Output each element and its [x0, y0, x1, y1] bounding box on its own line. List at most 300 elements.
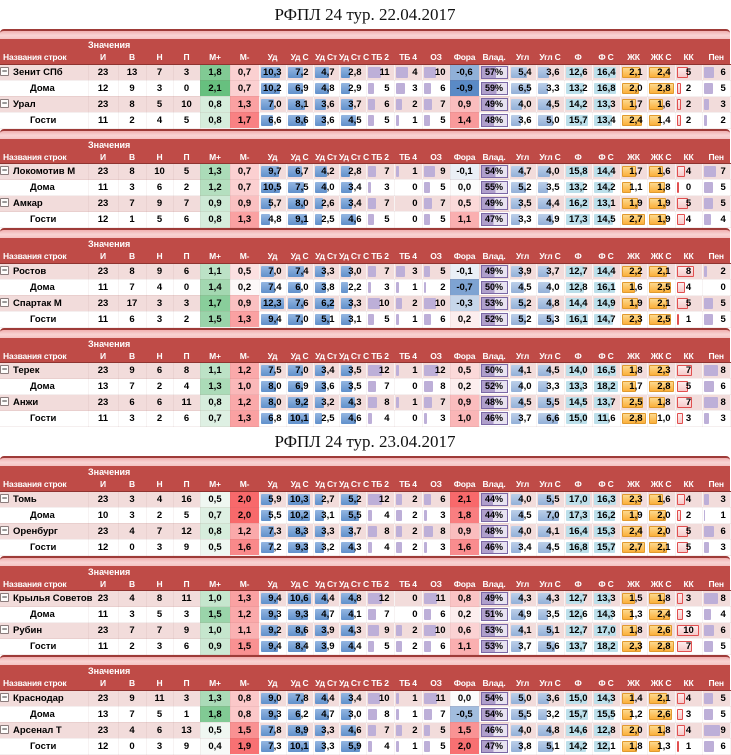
cell-ud[interactable]: [259, 491, 286, 507]
cell-fora[interactable]: 1,1: [450, 212, 479, 228]
cell-oz[interactable]: [422, 639, 450, 655]
cell-i[interactable]: 23: [88, 491, 118, 507]
cell-kk[interactable]: [675, 112, 702, 128]
cell-ugl_s[interactable]: [536, 722, 564, 738]
cell-pen[interactable]: [702, 379, 730, 395]
cell-pen[interactable]: [702, 196, 730, 212]
cell-ud_st_s[interactable]: [339, 379, 366, 395]
cell-ud_st_s[interactable]: [339, 639, 366, 655]
cell-f_s[interactable]: [592, 212, 620, 228]
cell-kk[interactable]: [675, 311, 702, 327]
cell-zhk[interactable]: [620, 263, 647, 279]
cell-ud_s[interactable]: [286, 395, 313, 411]
cell-ud_st[interactable]: [313, 411, 339, 427]
team-name-cell[interactable]: [0, 690, 88, 706]
cell-ud_st[interactable]: [313, 539, 339, 555]
collapse-button[interactable]: −: [1, 396, 8, 406]
cell-p[interactable]: 5: [173, 507, 200, 523]
cell-ugl[interactable]: [509, 395, 536, 411]
cell-ugl[interactable]: [509, 263, 536, 279]
cell-i[interactable]: 13: [88, 379, 118, 395]
cell-vlad[interactable]: [479, 295, 509, 311]
cell-kk[interactable]: [675, 164, 702, 180]
cell-tb4[interactable]: [394, 395, 422, 411]
cell-vlad[interactable]: [479, 96, 509, 112]
cell-f[interactable]: [564, 379, 592, 395]
cell-ud_st_s[interactable]: [339, 164, 366, 180]
collapse-button[interactable]: −: [1, 364, 8, 374]
cell-i[interactable]: 11: [88, 639, 118, 655]
cell-i[interactable]: 11: [88, 311, 118, 327]
cell-kk[interactable]: [675, 411, 702, 427]
cell-ugl_s[interactable]: [536, 411, 564, 427]
row-label-cell[interactable]: [0, 411, 88, 427]
cell-ud[interactable]: [259, 80, 286, 96]
cell-vlad[interactable]: [479, 263, 509, 279]
cell-ud[interactable]: [259, 96, 286, 112]
cell-kk[interactable]: [675, 491, 702, 507]
cell-ud[interactable]: [259, 591, 286, 607]
cell-ugl_s[interactable]: [536, 112, 564, 128]
cell-kk[interactable]: [675, 507, 702, 523]
cell-ud_s[interactable]: [286, 411, 313, 427]
cell-ugl[interactable]: [509, 279, 536, 295]
cell-f_s[interactable]: [592, 491, 620, 507]
row-label-cell[interactable]: [0, 112, 88, 128]
cell-pen[interactable]: [702, 706, 730, 722]
cell-ud_st_s[interactable]: [339, 64, 366, 80]
row-label-cell[interactable]: [0, 80, 88, 96]
cell-kk[interactable]: [675, 279, 702, 295]
cell-zhk[interactable]: [620, 639, 647, 655]
cell-tb4[interactable]: [394, 295, 422, 311]
cell-n[interactable]: 6: [146, 395, 173, 411]
cell-pen[interactable]: [702, 623, 730, 639]
cell-p[interactable]: 6: [173, 411, 200, 427]
cell-f[interactable]: [564, 180, 592, 196]
cell-m_minus[interactable]: 1,0: [230, 379, 259, 395]
cell-f[interactable]: [564, 507, 592, 523]
cell-ud_s[interactable]: [286, 379, 313, 395]
cell-tb4[interactable]: [394, 690, 422, 706]
cell-ud_s[interactable]: [286, 80, 313, 96]
cell-m_plus[interactable]: 2,1: [200, 80, 230, 96]
cell-m_minus[interactable]: 0,7: [230, 64, 259, 80]
cell-ud_s[interactable]: [286, 623, 313, 639]
cell-ugl_s[interactable]: [536, 623, 564, 639]
collapse-button[interactable]: −: [1, 264, 8, 275]
cell-ud[interactable]: [259, 164, 286, 180]
cell-tb4[interactable]: [394, 706, 422, 722]
cell-kk[interactable]: [675, 64, 702, 80]
cell-i[interactable]: 23: [88, 96, 118, 112]
cell-v[interactable]: 8: [118, 96, 146, 112]
cell-tb4[interactable]: [394, 738, 422, 754]
cell-tb2[interactable]: [366, 706, 394, 722]
cell-v[interactable]: 17: [118, 295, 146, 311]
cell-ud[interactable]: [259, 639, 286, 655]
cell-vlad[interactable]: [479, 539, 509, 555]
cell-tb4[interactable]: [394, 263, 422, 279]
row-label-cell[interactable]: [0, 607, 88, 623]
cell-ud[interactable]: [259, 64, 286, 80]
cell-m_plus[interactable]: 1,4: [200, 279, 230, 295]
cell-oz[interactable]: [422, 623, 450, 639]
cell-kk[interactable]: [675, 379, 702, 395]
cell-kk[interactable]: [675, 722, 702, 738]
cell-tb4[interactable]: [394, 363, 422, 379]
cell-p[interactable]: 6: [173, 639, 200, 655]
cell-tb2[interactable]: [366, 295, 394, 311]
cell-ugl_s[interactable]: [536, 539, 564, 555]
cell-ugl_s[interactable]: [536, 164, 564, 180]
cell-m_minus[interactable]: 1,9: [230, 738, 259, 754]
cell-p[interactable]: 5: [173, 164, 200, 180]
cell-kk[interactable]: [675, 196, 702, 212]
cell-ugl[interactable]: [509, 212, 536, 228]
cell-zhk_s[interactable]: [647, 539, 675, 555]
cell-ud_s[interactable]: [286, 591, 313, 607]
cell-v[interactable]: 4: [118, 523, 146, 539]
cell-zhk_s[interactable]: [647, 639, 675, 655]
cell-pen[interactable]: [702, 180, 730, 196]
row-label-cell[interactable]: [0, 639, 88, 655]
cell-m_plus[interactable]: 0,4: [200, 738, 230, 754]
cell-kk[interactable]: [675, 591, 702, 607]
cell-p[interactable]: 1: [173, 706, 200, 722]
cell-tb2[interactable]: [366, 539, 394, 555]
cell-p[interactable]: 16: [173, 491, 200, 507]
cell-m_minus[interactable]: 1,2: [230, 363, 259, 379]
cell-m_minus[interactable]: 0,7: [230, 80, 259, 96]
cell-zhk_s[interactable]: [647, 507, 675, 523]
cell-ud_st[interactable]: [313, 279, 339, 295]
row-label-cell[interactable]: [0, 180, 88, 196]
cell-f[interactable]: [564, 411, 592, 427]
cell-v[interactable]: 6: [118, 311, 146, 327]
cell-kk[interactable]: [675, 607, 702, 623]
team-name-cell[interactable]: [0, 722, 88, 738]
cell-oz[interactable]: [422, 738, 450, 754]
cell-m_minus[interactable]: 0,5: [230, 263, 259, 279]
cell-p[interactable]: 7: [173, 196, 200, 212]
cell-zhk_s[interactable]: [647, 180, 675, 196]
cell-vlad[interactable]: [479, 722, 509, 738]
cell-f[interactable]: [564, 311, 592, 327]
cell-zhk_s[interactable]: [647, 591, 675, 607]
collapse-button[interactable]: −: [1, 691, 8, 702]
team-name-cell[interactable]: [0, 591, 93, 607]
cell-f[interactable]: [564, 539, 592, 555]
cell-f_s[interactable]: [592, 690, 620, 706]
cell-zhk_s[interactable]: [647, 164, 675, 180]
cell-ud[interactable]: [259, 523, 286, 539]
cell-ud[interactable]: [259, 411, 286, 427]
cell-f_s[interactable]: [592, 395, 620, 411]
row-label-cell[interactable]: [0, 379, 88, 395]
cell-n[interactable]: 2: [146, 411, 173, 427]
cell-m_minus[interactable]: 1,5: [230, 639, 259, 655]
cell-fora[interactable]: -0,1: [450, 263, 479, 279]
cell-f_s[interactable]: [592, 279, 620, 295]
cell-ud_st_s[interactable]: [339, 196, 366, 212]
cell-n[interactable]: 8: [146, 591, 173, 607]
cell-f_s[interactable]: [592, 607, 620, 623]
cell-ud_st_s[interactable]: [339, 395, 366, 411]
cell-ud_st[interactable]: [313, 112, 339, 128]
cell-tb2[interactable]: [366, 639, 394, 655]
cell-ud_s[interactable]: [286, 507, 313, 523]
cell-i[interactable]: 12: [88, 539, 118, 555]
cell-ud[interactable]: [259, 196, 286, 212]
cell-p[interactable]: 3: [173, 64, 200, 80]
cell-oz[interactable]: [422, 507, 450, 523]
cell-ud_s[interactable]: [286, 311, 313, 327]
cell-n[interactable]: 9: [146, 196, 173, 212]
cell-pen[interactable]: [702, 507, 730, 523]
cell-zhk_s[interactable]: [647, 738, 675, 754]
cell-ugl_s[interactable]: [536, 311, 564, 327]
cell-ud[interactable]: [259, 395, 286, 411]
cell-n[interactable]: 3: [146, 311, 173, 327]
cell-ugl_s[interactable]: [536, 607, 564, 623]
cell-zhk[interactable]: [620, 180, 647, 196]
team-name-cell[interactable]: [0, 491, 88, 507]
cell-zhk[interactable]: [620, 311, 647, 327]
cell-ud[interactable]: [259, 507, 286, 523]
cell-oz[interactable]: [422, 706, 450, 722]
cell-i[interactable]: 23: [88, 196, 118, 212]
cell-pen[interactable]: [702, 263, 730, 279]
cell-i[interactable]: 11: [88, 411, 118, 427]
cell-ud_st_s[interactable]: [339, 623, 366, 639]
cell-ud_st_s[interactable]: [339, 311, 366, 327]
cell-ugl[interactable]: [509, 690, 536, 706]
cell-v[interactable]: 7: [118, 196, 146, 212]
cell-i[interactable]: 23: [88, 363, 118, 379]
cell-m_minus[interactable]: 1,7: [230, 112, 259, 128]
cell-pen[interactable]: [702, 607, 730, 623]
cell-zhk_s[interactable]: [647, 212, 675, 228]
cell-zhk[interactable]: [620, 279, 647, 295]
cell-ugl_s[interactable]: [536, 80, 564, 96]
cell-n[interactable]: 3: [146, 738, 173, 754]
cell-f_s[interactable]: [592, 706, 620, 722]
cell-n[interactable]: 5: [146, 607, 173, 623]
cell-ud_st_s[interactable]: [339, 263, 366, 279]
cell-m_plus[interactable]: 0,5: [200, 491, 230, 507]
cell-fora[interactable]: 2,0: [450, 738, 479, 754]
cell-zhk_s[interactable]: [647, 279, 675, 295]
cell-m_minus[interactable]: 1,2: [230, 607, 259, 623]
cell-ud[interactable]: [259, 295, 286, 311]
cell-f_s[interactable]: [592, 311, 620, 327]
cell-fora[interactable]: -0,5: [450, 706, 479, 722]
cell-i[interactable]: 13: [88, 706, 118, 722]
cell-ugl_s[interactable]: [536, 491, 564, 507]
cell-i[interactable]: 23: [88, 591, 118, 607]
cell-m_plus[interactable]: 1,8: [200, 706, 230, 722]
cell-m_minus[interactable]: 1,5: [230, 722, 259, 738]
cell-p[interactable]: 6: [173, 263, 200, 279]
cell-tb4[interactable]: [394, 411, 422, 427]
cell-ud[interactable]: [259, 180, 286, 196]
cell-tb4[interactable]: [394, 639, 422, 655]
collapse-button[interactable]: −: [1, 492, 8, 503]
cell-ugl_s[interactable]: [536, 96, 564, 112]
cell-ugl[interactable]: [509, 96, 536, 112]
team-name-cell[interactable]: [0, 295, 88, 311]
cell-m_plus[interactable]: 1,0: [200, 623, 230, 639]
cell-kk[interactable]: [675, 690, 702, 706]
cell-tb4[interactable]: [394, 523, 422, 539]
cell-ugl[interactable]: [509, 80, 536, 96]
cell-f[interactable]: [564, 639, 592, 655]
cell-v[interactable]: 9: [118, 363, 146, 379]
cell-ud_s[interactable]: [286, 279, 313, 295]
cell-ugl[interactable]: [509, 379, 536, 395]
cell-kk[interactable]: [675, 180, 702, 196]
cell-f_s[interactable]: [592, 623, 620, 639]
cell-ud[interactable]: [259, 539, 286, 555]
cell-ud[interactable]: [259, 623, 286, 639]
cell-tb4[interactable]: [394, 491, 422, 507]
cell-f[interactable]: [564, 722, 592, 738]
cell-ud_s[interactable]: [286, 164, 313, 180]
cell-fora[interactable]: 1,4: [450, 112, 479, 128]
cell-ud_s[interactable]: [286, 112, 313, 128]
cell-i[interactable]: 11: [88, 180, 118, 196]
cell-ugl[interactable]: [509, 591, 536, 607]
cell-oz[interactable]: [422, 96, 450, 112]
cell-f[interactable]: [564, 491, 592, 507]
cell-vlad[interactable]: [479, 80, 509, 96]
cell-ud_st[interactable]: [313, 379, 339, 395]
cell-vlad[interactable]: [479, 623, 509, 639]
cell-i[interactable]: 12: [88, 738, 118, 754]
cell-ugl_s[interactable]: [536, 212, 564, 228]
cell-f[interactable]: [564, 363, 592, 379]
cell-zhk[interactable]: [620, 523, 647, 539]
cell-ud_st[interactable]: [313, 706, 339, 722]
cell-m_minus[interactable]: 1,6: [230, 539, 259, 555]
cell-fora[interactable]: 0,0: [450, 690, 479, 706]
cell-i[interactable]: 23: [88, 295, 118, 311]
cell-vlad[interactable]: [479, 196, 509, 212]
cell-f[interactable]: [564, 64, 592, 80]
cell-p[interactable]: 10: [173, 96, 200, 112]
cell-tb4[interactable]: [394, 311, 422, 327]
cell-m_plus[interactable]: 1,8: [200, 64, 230, 80]
cell-ud_s[interactable]: [286, 523, 313, 539]
cell-zhk[interactable]: [620, 690, 647, 706]
cell-ud_st_s[interactable]: [339, 507, 366, 523]
cell-f_s[interactable]: [592, 164, 620, 180]
cell-tb4[interactable]: [394, 196, 422, 212]
cell-n[interactable]: 3: [146, 295, 173, 311]
cell-tb4[interactable]: [394, 379, 422, 395]
cell-m_plus[interactable]: 1,5: [200, 311, 230, 327]
row-label-cell[interactable]: [0, 279, 88, 295]
cell-tb2[interactable]: [366, 738, 394, 754]
cell-ugl_s[interactable]: [536, 64, 564, 80]
cell-tb2[interactable]: [366, 395, 394, 411]
cell-v[interactable]: 3: [118, 507, 146, 523]
cell-m_plus[interactable]: 0,9: [200, 196, 230, 212]
cell-kk[interactable]: [675, 363, 702, 379]
cell-ud_st_s[interactable]: [339, 295, 366, 311]
collapse-button[interactable]: −: [1, 524, 8, 535]
cell-ugl[interactable]: [509, 722, 536, 738]
cell-m_plus[interactable]: 1,5: [200, 607, 230, 623]
team-name-cell[interactable]: [0, 395, 88, 411]
cell-ugl[interactable]: [509, 539, 536, 555]
cell-ud[interactable]: [259, 379, 286, 395]
cell-p[interactable]: 8: [173, 363, 200, 379]
cell-f[interactable]: [564, 706, 592, 722]
cell-v[interactable]: 9: [118, 690, 146, 706]
cell-f_s[interactable]: [592, 591, 620, 607]
cell-ugl_s[interactable]: [536, 690, 564, 706]
cell-p[interactable]: 13: [173, 722, 200, 738]
cell-ugl_s[interactable]: [536, 523, 564, 539]
cell-kk[interactable]: [675, 738, 702, 754]
cell-ugl_s[interactable]: [536, 263, 564, 279]
cell-p[interactable]: 2: [173, 180, 200, 196]
cell-v[interactable]: 8: [118, 164, 146, 180]
cell-ugl[interactable]: [509, 523, 536, 539]
cell-f[interactable]: [564, 690, 592, 706]
cell-zhk[interactable]: [620, 64, 647, 80]
cell-tb2[interactable]: [366, 96, 394, 112]
cell-v[interactable]: 7: [118, 279, 146, 295]
cell-tb4[interactable]: [394, 164, 422, 180]
cell-i[interactable]: 23: [88, 164, 118, 180]
cell-pen[interactable]: [702, 523, 730, 539]
cell-f[interactable]: [564, 523, 592, 539]
cell-pen[interactable]: [702, 279, 730, 295]
cell-f[interactable]: [564, 263, 592, 279]
cell-v[interactable]: 4: [118, 722, 146, 738]
cell-pen[interactable]: [702, 491, 730, 507]
cell-zhk_s[interactable]: [647, 311, 675, 327]
cell-ud_s[interactable]: [286, 180, 313, 196]
cell-vlad[interactable]: [479, 507, 509, 523]
cell-tb4[interactable]: [394, 64, 422, 80]
cell-tb4[interactable]: [394, 607, 422, 623]
cell-fora[interactable]: 1,5: [450, 722, 479, 738]
cell-v[interactable]: 7: [118, 623, 146, 639]
cell-f_s[interactable]: [592, 379, 620, 395]
cell-v[interactable]: 3: [118, 180, 146, 196]
cell-oz[interactable]: [422, 395, 450, 411]
cell-v[interactable]: 8: [118, 263, 146, 279]
cell-ud_st_s[interactable]: [339, 491, 366, 507]
cell-i[interactable]: 23: [88, 523, 118, 539]
cell-fora[interactable]: -0,9: [450, 80, 479, 96]
cell-f[interactable]: [564, 279, 592, 295]
cell-p[interactable]: 9: [173, 539, 200, 555]
cell-tb2[interactable]: [366, 591, 394, 607]
cell-tb2[interactable]: [366, 507, 394, 523]
cell-pen[interactable]: [702, 112, 730, 128]
cell-f_s[interactable]: [592, 80, 620, 96]
cell-zhk[interactable]: [620, 80, 647, 96]
cell-ugl_s[interactable]: [536, 279, 564, 295]
cell-pen[interactable]: [702, 591, 730, 607]
cell-vlad[interactable]: [479, 363, 509, 379]
cell-ud_st[interactable]: [313, 263, 339, 279]
